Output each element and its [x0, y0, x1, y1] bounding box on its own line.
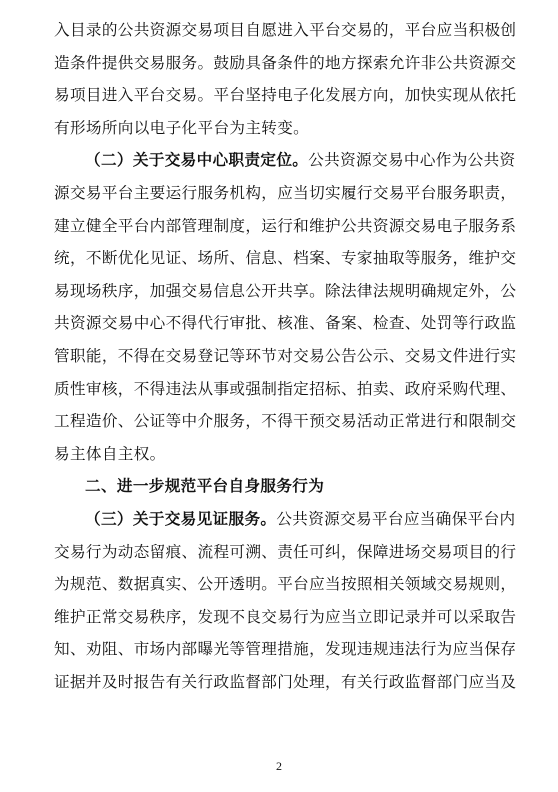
- paragraph-keyword: （二）关于交易中心职责定位。: [85, 151, 309, 170]
- text-line: 易主体自主权。: [54, 444, 166, 463]
- text-line: 管职能，不得在交易登记等环节对交易公告公示、交易文件进行实: [54, 346, 517, 365]
- text-line: [54, 503, 516, 536]
- text-line: 维护正常交易秩序，发现不良交易行为应当立即记录并可以采取告: [54, 607, 517, 626]
- page-number: 2: [276, 759, 282, 773]
- text-line: 源交易平台主要运行服务机构，应当切实履行交易平台服务职责，: [54, 183, 517, 202]
- section-heading: 二、进一步规范平台自身服务行为: [85, 477, 325, 496]
- paragraph-trading-center-role: [54, 144, 517, 470]
- text-line-rest: 公共资源交易中心作为公共资: [308, 151, 516, 170]
- text-line: 为规范、数据真实、公开透明。平台应当按照相关领域交易规则，: [54, 575, 517, 594]
- text-line: 易现场秩序，加强交易信息公开共享。除法律法规明确规定外，公: [54, 281, 517, 300]
- text-line: 造条件提供交易服务。鼓励具备条件的地方探索允许非公共资源交: [54, 53, 517, 72]
- text-line: 知、劝阻、市场内部曝光等管理措施，发现违规违法行为应当保存: [54, 640, 517, 659]
- text-line: 交易行为动态留痕、流程可溯、责任可纠，保障进场交易项目的行: [54, 542, 517, 561]
- text-line: 质性审核，不得违法从事或强制指定招标、拍卖、政府采购代理、: [54, 379, 517, 398]
- paragraph-continuation: [54, 14, 517, 144]
- text-line: 易项目进入平台交易。平台坚持电子化发展方向，加快实现从依托: [54, 86, 517, 105]
- paragraph-witness-service: [54, 503, 517, 699]
- text-line-rest: 公共资源交易平台应当确保平台内: [276, 509, 516, 528]
- section-heading-block: [54, 470, 512, 503]
- text-line: [54, 144, 516, 177]
- text-line: 共资源交易中心不得代行审批、核准、备案、检查、处罚等行政监: [54, 314, 517, 333]
- text-line: 入目录的公共资源交易项目自愿进入平台交易的，平台应当积极创: [54, 21, 517, 39]
- text-line: 统，不断优化见证、场所、信息、档案、专家抽取等服务，维护交: [54, 249, 517, 268]
- text-line: 工程造价、公证等中介服务，不得干预交易活动正常进行和限制交: [54, 412, 517, 431]
- text-line: 证据并及时报告有关行政监督部门处理，有关行政监督部门应当及: [54, 672, 517, 691]
- document-page: [54, 14, 517, 698]
- text-line: 建立健全平台内部管理制度，运行和维护公共资源交易电子服务系: [54, 216, 517, 235]
- paragraph-keyword: （三）关于交易见证服务。: [85, 509, 277, 528]
- text-line: 有形场所向以电子化平台为主转变。: [54, 118, 310, 137]
